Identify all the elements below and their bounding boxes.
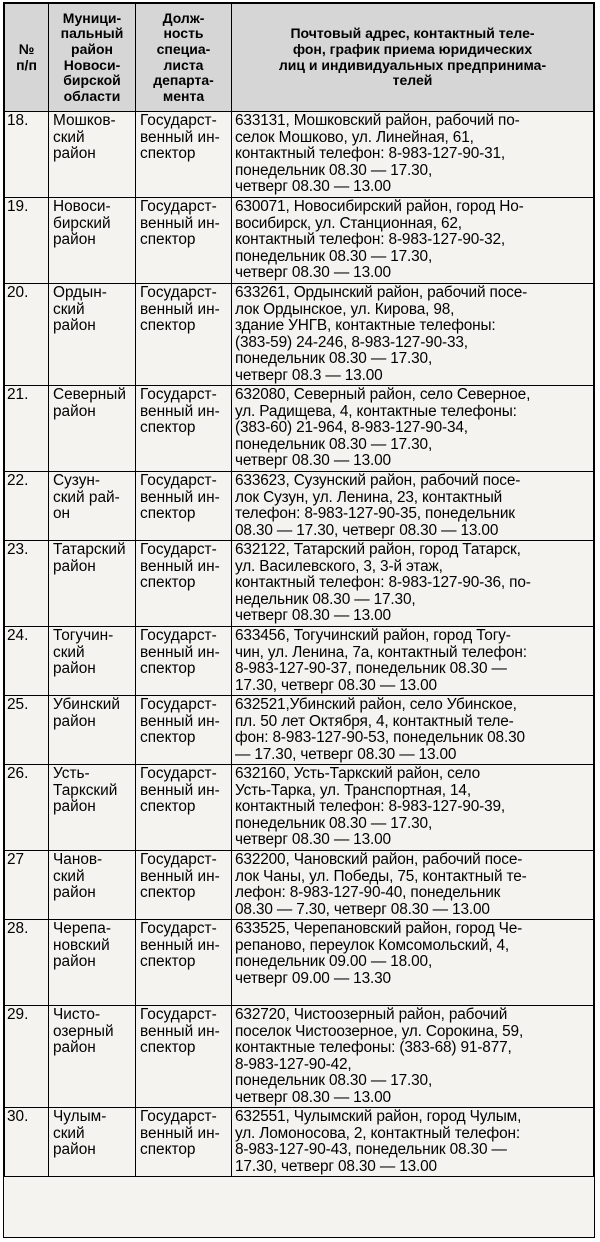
header-district-label: Муници- пальный район Новоси- бирской области [60, 9, 124, 104]
position-cell: Государст- венный ин- спектор [136, 765, 232, 851]
address-cell: 632160, Усть-Таркский район, село Усть-Тарка, ул. Транспортная, 14, контактный телефон: 8-983-127-90-39, понедельник 08.30 — 17.30, четверг 08.30 — 13.00 [232, 765, 594, 851]
table-header-row [5, 4, 594, 112]
position-cell: Государст- венный ин- спектор [136, 696, 232, 765]
header-position [136, 4, 232, 112]
address-cell: 632200, Чановский район, рабочий посе- лок Чаны, ул. Победы, 75, контактный те- лефон: 8-983-127-90-40, понедельник 08.30 — 7.30, четверг 08.30 — 13.00 [232, 851, 594, 920]
district-cell: Сузун- ский рай- он [49, 472, 136, 541]
row-number: 20. [5, 284, 49, 386]
address-cell: 633131, Мошковский район, рабочий по- селок Мошково, ул. Линейная, 61, контактный телефон: 8-983-127-90-31, понедельник 08.30 — 17.30, четверг 08.30 — 13.00 [232, 112, 594, 198]
position-cell: Государст- венный ин- спектор [136, 1006, 232, 1108]
table-row [5, 541, 594, 627]
contacts-table [4, 3, 594, 1177]
position-cell: Государст- венный ин- спектор [136, 1108, 232, 1177]
address-cell: 632080, Северный район, село Северное, ул. Радищева, 4, контактные телефоны: (383-60) 21-964, 8-983-127-90-34, понедельник 08.30 — 17.30, четверг 08.30 — 13.00 [232, 386, 594, 472]
row-number: 19. [5, 198, 49, 284]
address-cell: 633623, Сузунский район, рабочий посе- лок Сузун, ул. Ленина, 23, контактный телефон: 8-983-127-90-35, понедельник 08.30 — 17.30, четверг 08.30 — 13.00 [232, 472, 594, 541]
table-row [5, 627, 594, 696]
address-cell: 632551, Чулымский район, город Чулым, ул. Ломоносова, 2, контактный телефон: 8-983-127-90-43, понедельник 08.30 — 17.30, четверг 08.30 — 13.00 [232, 1108, 594, 1177]
district-cell: Чанов- ский район [49, 851, 136, 920]
address-cell: 633456, Тогучинский район, город Тогу- чин, ул. Ленина, 7а, контактный телефон: 8-983-127-90-37, понедельник 08.30 — 17.30, четверг 08.30 — 13.00 [232, 627, 594, 696]
row-number: 29. [5, 1006, 49, 1108]
table-row [5, 1006, 594, 1108]
position-cell: Государст- венный ин- спектор [136, 851, 232, 920]
address-cell: 632122, Татарский район, город Татарск, ул. Василевского, 3, 3-й этаж, контактный телефон: 8-983-127-90-36, по- недельник 08.30 — 17.30, четверг 08.30 — 13.00 [232, 541, 594, 627]
table-row [5, 198, 594, 284]
row-number: 30. [5, 1108, 49, 1177]
row-number: 23. [5, 541, 49, 627]
district-cell: Черепа- новский район [49, 920, 136, 1006]
table-row [5, 112, 594, 198]
district-cell: Татарский район [49, 541, 136, 627]
row-number: 18. [5, 112, 49, 198]
position-cell: Государст- венный ин- спектор [136, 198, 232, 284]
table-row [5, 284, 594, 386]
address-cell: 632521,Убинский район, село Убинское, пл. 50 лет Октября, 4, контактный теле- фон: 8-983-127-90-53, понедельник 08.30 — 17.30, четверг 08.30 — 13.00 [232, 696, 594, 765]
header-address-label: Почтовый адрес, контактный теле- фон, график приема юридических лиц и индивидуальных предпринима- телей [278, 25, 547, 89]
row-number: 26. [5, 765, 49, 851]
district-cell: Тогучин- ский район [49, 627, 136, 696]
address-cell: 633261, Ордынский район, рабочий посе- лок Ордынское, ул. Кирова, 98, здание УНГВ, контактные телефоны: (383-59) 24-246, 8-983-127-90-33, понедельник 08.30 — 17.30, четверг 08.3 — 13.00 [232, 284, 594, 386]
district-cell: Убинский район [49, 696, 136, 765]
district-cell: Чулым- ский район [49, 1108, 136, 1177]
district-cell: Новоси- бирский район [49, 198, 136, 284]
position-cell: Государст- венный ин- спектор [136, 920, 232, 1006]
header-district [49, 4, 136, 112]
row-number: 21. [5, 386, 49, 472]
row-number: 27 [5, 851, 49, 920]
district-cell: Чисто- озерный район [49, 1006, 136, 1108]
district-cell: Северный район [49, 386, 136, 472]
table-row [5, 1108, 594, 1177]
district-cell: Усть- Таркский район [49, 765, 136, 851]
table-row [5, 386, 594, 472]
header-number [5, 4, 49, 112]
row-number: 25. [5, 696, 49, 765]
address-cell: 633525, Черепановский район, город Че- репаново, переулок Комсомольский, 4, понедельник 09.00 — 18.00, четверг 09.00 — 13.30 [232, 920, 594, 1006]
row-number: 24. [5, 627, 49, 696]
position-cell: Государст- венный ин- спектор [136, 386, 232, 472]
row-number: 28. [5, 920, 49, 1006]
position-cell: Государст- венный ин- спектор [136, 284, 232, 386]
district-cell: Мошков- ский район [49, 112, 136, 198]
address-cell: 632720, Чистоозерный район, рабочий поселок Чистоозерное, ул. Сорокина, 59, контактные телефоны: (383-68) 91-877, 8-983-127-90-42, понедельник 08.30 — 17.30, четверг 08.30 — 13.00 [232, 1006, 594, 1108]
position-cell: Государст- венный ин- спектор [136, 541, 232, 627]
position-cell: Государст- венный ин- спектор [136, 627, 232, 696]
table-row [5, 472, 594, 541]
header-number-label: № п/п [16, 40, 37, 73]
table-body [5, 112, 594, 1177]
district-cell: Ордын- ский район [49, 284, 136, 386]
position-cell: Государст- венный ин- спектор [136, 112, 232, 198]
table-row [5, 765, 594, 851]
document-page [3, 2, 595, 1238]
header-position-label: Долж- ность специа- листа департа- мента [153, 9, 214, 104]
table-row [5, 696, 594, 765]
header-address [232, 4, 594, 112]
row-number: 22. [5, 472, 49, 541]
position-cell: Государст- венный ин- спектор [136, 472, 232, 541]
table-row [5, 851, 594, 920]
table-row [5, 920, 594, 1006]
address-cell: 630071, Новосибирский район, город Но- восибирск, ул. Станционная, 62, контактный телефон: 8-983-127-90-32, понедельник 08.30 — 17.30, четверг 08.30 — 13.00 [232, 198, 594, 284]
